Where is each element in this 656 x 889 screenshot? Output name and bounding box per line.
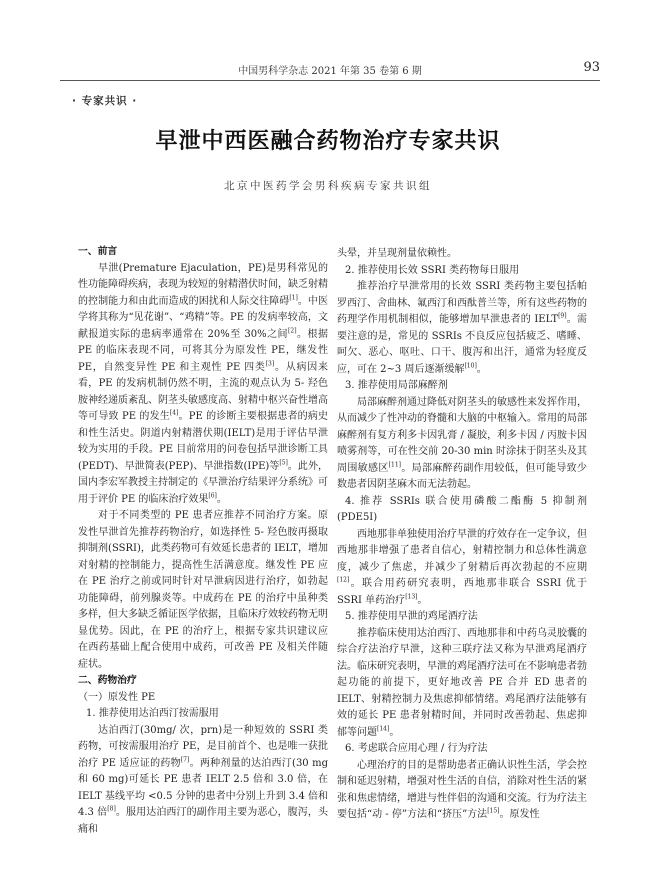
paragraph: 推荐临床使用达泊西汀、西地那非和中药乌灵胶囊的综合疗法治疗早泄，这种三联疗法又称为早泄鸡尾酒疗法。临床研究表明，早泄的鸡尾酒疗法可在不影响患者勃起功能的前提下，更好地改善 PE 合并 ED 患者的 IELT、射精控制力及焦虑抑郁情绪。鸡尾酒疗法能够有效的延长 PE 患者射精时间，并同时改善勃起、焦虑抑郁等问题[14]。 <box>337 627 587 738</box>
citation-ref[interactable]: [2] <box>288 327 297 335</box>
paragraph: 局部麻醉剂通过降低对阴茎头的敏感性来发挥作用，从而减少了性冲动的脊髓和大脑的中枢输入。常用的局部麻醉剂有复方利多卡因乳膏 / 凝胶，利多卡因 / 丙胺卡因喷雾剂等，可在性交前 20-30 min 时涂抹于阴茎头及其周围敏感区[11]。局部麻醉药副作用较低，但可能导致少数患者因阴茎麻木而无法勃起。 <box>337 396 588 490</box>
paragraph: 西地那非单独使用治疗早泄的疗效存在一定争议，但西地那非增强了患者自信心，射精控制力和总体性满意度，减少了焦虑，并减少了射精后再次勃起的不应期[12]。联合用药研究表明，西地那非联合 SSRI 优于 SSRI 单药治疗[13]。 <box>337 528 587 606</box>
header-rule <box>60 80 600 81</box>
subsection-heading: （一）原发性 PE <box>78 691 156 703</box>
right-column <box>337 246 587 824</box>
citation-ref[interactable]: [7] <box>180 756 190 764</box>
citation-ref[interactable]: [10] <box>464 362 477 370</box>
citation-ref[interactable]: [4] <box>169 409 179 417</box>
numbered-heading: 3. 推荐使用局部麻醉剂 <box>345 380 448 391</box>
citation-ref[interactable]: [13] <box>405 593 418 601</box>
citation-ref[interactable]: [9] <box>558 312 567 320</box>
citation-ref[interactable]: [3] <box>265 360 275 368</box>
paragraph-continued: 头晕，并呈现剂量依赖性。 <box>337 248 457 259</box>
numbered-heading: 4. 推荐 SSRIs 联合使用磷酸二酯酶 5 抑制剂(PDE5I) <box>337 495 587 523</box>
citation-ref[interactable]: [6] <box>208 492 217 500</box>
paragraph: 对于不同类型的 PE 患者应推荐不同治疗方案。原发性早泄首先推荐药物治疗，如选择性 5- 羟色胺再摄取抑制剂(SSRI)，此类药物可有效延长患者的 IELT，增加对射精的控制能力，提高性生活满意度。继发性 PE 应在 PE 治疗之前或同时针对早泄病因进行治疗，如勃起功能障碍，前列腺炎等。中成药在 PE 的治疗中虽种类多样，但大多缺乏循证医学依据，且临床疗效较药物无明显优势。因此，在 PE 的治疗上，根据专家共识建议应在西药基础上配合使用中成药，可改善 PE 及相关伴随症状。 <box>78 510 328 670</box>
paragraph: 达泊西汀(30mg/ 次，prn)是一种短效的 SSRI 类药物，可按需服用治疗 PE，是目前首个、也是唯一获批治疗 PE 适应证的药物[7]。两种剂量的达泊西汀(30 mg 和 60 mg)可延长 PE 患者 IELT 2.5 倍和 3.0 倍，在 IELT 基线平均 <0.5 分钟的患者中分别上升到 3.4 倍和 4.3 倍[8]。服用达泊西汀的副作用主要为恶心，腹泻，头痛和 <box>78 724 328 835</box>
page-number: 93 <box>583 60 600 75</box>
citation-ref[interactable]: [14] <box>377 725 390 733</box>
citation-ref[interactable]: [12] <box>337 576 350 584</box>
author-group: 北京中医药学会男科疾病专家共识组 <box>224 180 432 192</box>
left-column <box>78 244 328 838</box>
paragraph: 早泄(Premature Ejaculation，PE)是男科常见的性功能障碍疾病，表现为较短的射精潜伏时间，缺乏射精的控制能力和由此而造成的困扰和人际交往障碍[1]。中医学将其称为“见花谢”、“鸡精”等。PE 的发病率较高，文献报道实际的患病率通常在 20%至 30%之间[2]。根据 PE 的临床表现不同，可将其分为原发性 PE，继发性 PE，自然变异性 PE 和主观性 PE 四类[3]。从病因来看，PE 的发病机制仍然不明，主流的观点认为 5- 羟色胺神经递质紊乱、阴茎头敏感度高、射精中枢兴奋性增高等可导致 PE 的发生[4]。PE 的诊断主要根据患者的病史和性生活史。阴道内射精潜伏期(IELT)是用于评估早泄较为实用的手段。PE 目前常用的问卷包括早泄诊断工具(PEDT)、早泄简表(PEP)、早泄指数(IPE)等[5]。此外，国内李宏军教授主持制定的《早泄治疗结果评分系统》可用于评价 PE 的临床治疗效果[6]。 <box>78 262 329 505</box>
section-heading-drug-therapy: 二、药物治疗 <box>78 675 137 686</box>
numbered-heading: 1. 推荐使用达泊西汀按需服用 <box>86 708 219 719</box>
citation-ref[interactable]: [15] <box>487 807 500 815</box>
running-header <box>60 62 600 78</box>
paragraph: 推荐治疗早泄常用的长效 SSRI 类药物主要包括帕罗西汀、舍曲林、氟西汀和西酞普兰等，所有这些药物的药理学作用机制相似，能够增加早泄患者的 IELT[9]。需要注意的是，常见的 SSRIs 不良反应包括疲乏、嗜睡、呵欠、恶心、呕吐、口干、腹泻和出汗，通常为轻度反应，可在 2~3 周后逐渐缓解[10]。 <box>337 281 587 375</box>
numbered-heading: 5. 推荐使用早泄的鸡尾酒疗法 <box>345 611 478 622</box>
numbered-heading: 6. 考虑联合应用心理 / 行为疗法 <box>345 743 488 754</box>
citation-ref[interactable]: [5] <box>279 459 288 467</box>
paragraph: 心理治疗的目的是帮助患者正确认识性生活，学会控制和延迟射精，增强对性生活的自信，消除对性生活的紧张和焦虑情绪，增进与性伴侣的沟通和交流。行为疗法主要包括“动 - 停”方法和“挤压”方法[15]。原发性 <box>337 759 587 820</box>
section-tag: · 专家共识 · <box>72 95 138 107</box>
section-heading-preface: 一、前言 <box>78 246 118 257</box>
citation-ref[interactable]: [8] <box>107 805 116 813</box>
citation-ref[interactable]: [11] <box>388 461 401 469</box>
citation-ref[interactable]: [1] <box>289 294 298 302</box>
article-title: 早泄中西医融合药物治疗专家共识 <box>155 129 501 154</box>
journal-line: 中国男科学杂志 2021 年第 35 卷第 6 期 <box>238 66 422 77</box>
numbered-heading: 2. 推荐使用长效 SSRI 类药物每日服用 <box>345 264 520 276</box>
